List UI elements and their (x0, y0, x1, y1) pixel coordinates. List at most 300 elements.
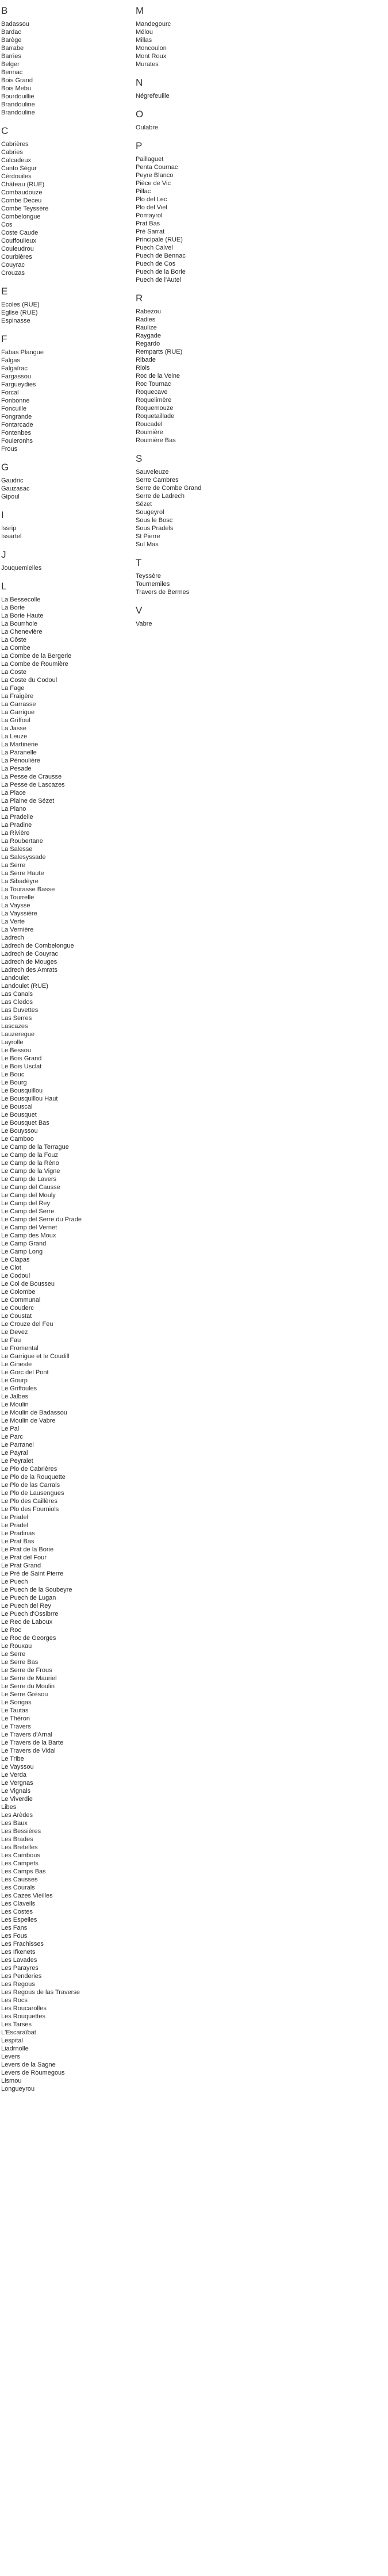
place-link[interactable]: Serre Cambres (136, 477, 179, 484)
place-link[interactable]: Le Camp de Lavers (1, 1176, 56, 1183)
place-link[interactable]: Plo del Lec (136, 196, 167, 203)
place-link[interactable]: Le Pradel (1, 1522, 29, 1529)
place-link[interactable]: Le Bessou (1, 1047, 31, 1054)
place-link[interactable]: Le Pradel (1, 1514, 29, 1521)
place-link[interactable]: Fargassou (1, 373, 31, 380)
place-link[interactable]: Le Songas (1, 1699, 32, 1706)
place-link[interactable]: Le Couderc (1, 1305, 34, 1312)
place-list (1, 596, 128, 2093)
place-link[interactable]: Barège (1, 37, 22, 44)
place-link[interactable]: Le Serre du Moulin (1, 1683, 55, 1690)
place-link[interactable]: Regardo (136, 340, 160, 347)
place-link[interactable]: Les Arèdes (1, 1812, 33, 1819)
place-link[interactable]: Landoulet (1, 975, 29, 982)
place-link[interactable]: La Griffoul (1, 717, 30, 724)
place-link[interactable]: Le Serre Grèsou (1, 1691, 48, 1698)
place-link[interactable]: Fontenbes (1, 430, 31, 436)
place-link[interactable]: Sul Mas (136, 541, 159, 548)
place-link[interactable]: Plo del Viel (136, 204, 167, 211)
place-link[interactable]: Cérdouiles (1, 173, 32, 180)
place-list (136, 620, 262, 628)
place-link[interactable]: La Pradine (1, 822, 32, 829)
place-link[interactable]: Moncoulon (136, 45, 167, 52)
place-link[interactable]: Remparts (RUE) (136, 348, 183, 355)
place-link[interactable]: La Combe (1, 645, 30, 651)
place-link[interactable]: La Plano (1, 806, 26, 812)
place-link[interactable]: La Pesse de Lascazes (1, 781, 65, 788)
place-link[interactable]: Le Plo des Caillères (1, 1498, 57, 1505)
place-link[interactable]: Mont Roux (136, 53, 167, 60)
place-link[interactable]: Fonbonne (1, 397, 30, 404)
place-link[interactable]: Lespital (1, 2037, 23, 2044)
place-list (136, 468, 262, 549)
place-link[interactable]: Le Bousquillou (1, 1087, 43, 1094)
place-link[interactable]: Espinasse (1, 317, 30, 324)
place-link[interactable]: Le Garrigue et le Coudill (1, 1353, 70, 1360)
place-link[interactable]: Les Parayres (1, 1965, 39, 1972)
place-link[interactable]: Combe Deceu (1, 197, 42, 204)
place-link[interactable]: Mélou (136, 29, 153, 36)
place-link[interactable]: Sous le Bosc (136, 517, 173, 524)
right-column (136, 5, 262, 636)
place-link[interactable]: Liadrnolle (1, 2045, 29, 2052)
place-link[interactable]: La Bessecolle (1, 596, 41, 603)
place-link[interactable]: La Salesyssade (1, 854, 46, 861)
place-link[interactable]: Le Tribe (1, 1755, 24, 1762)
place-link[interactable]: Les Courals (1, 1884, 35, 1891)
place-link[interactable]: Le Vignals (1, 1788, 31, 1795)
place-link[interactable]: Le Prat de la Borie (1, 1546, 54, 1553)
place-link[interactable]: Oulabre (136, 124, 159, 131)
place-link[interactable]: Roumière Bas (136, 437, 176, 444)
place-link[interactable]: Le Camp del Vernet (1, 1224, 57, 1231)
place-link[interactable]: Puech de Cos (136, 260, 176, 267)
place-link[interactable]: Le Travers de la Barte (1, 1739, 64, 1746)
place-link[interactable]: Le Vergnas (1, 1780, 33, 1787)
place-link[interactable]: Le Clapas (1, 1256, 30, 1263)
place-link[interactable]: Le Viverdie (1, 1796, 33, 1803)
place-link[interactable]: Eglise (RUE) (1, 309, 38, 316)
place-link[interactable]: Issrip (1, 525, 17, 532)
place-link[interactable]: Le Jalbes (1, 1393, 29, 1400)
place-link[interactable]: La Sibadèyre (1, 878, 39, 885)
place-link[interactable]: Ribade (136, 356, 156, 363)
place-link[interactable]: Ladrech de Combelongue (1, 942, 74, 949)
place-link[interactable]: Puech de la Borie (136, 269, 186, 275)
letter-heading: S (136, 453, 143, 464)
place-link[interactable]: Les Tarses (1, 2021, 32, 2028)
place-link[interactable]: Le Verda (1, 1772, 27, 1778)
place-link[interactable]: Canto Ségur (1, 165, 37, 172)
place-link[interactable]: Crouzas (1, 270, 25, 277)
place-link[interactable]: La Bourrhole (1, 620, 37, 627)
place-link[interactable]: Le Camp de la Réno (1, 1160, 59, 1167)
place-link[interactable]: Le Puech de la Soubeyre (1, 1586, 72, 1593)
place-link[interactable]: Le Camp del Rey (1, 1200, 50, 1207)
place-link[interactable]: Le Pal (1, 1425, 20, 1432)
place-link[interactable]: Las Duvettes (1, 1007, 39, 1014)
place-list (136, 92, 262, 100)
place-link[interactable]: Négrefeuille (136, 93, 170, 99)
place-link[interactable]: Jouquemielles (1, 565, 42, 572)
place-link[interactable]: Barrabe (1, 45, 24, 52)
place-link[interactable]: La Salesse (1, 846, 33, 853)
place-link[interactable]: Frous (1, 446, 18, 453)
place-link[interactable]: Le Roc de Georges (1, 1635, 56, 1642)
place-link[interactable]: Le Vayssou (1, 1764, 34, 1770)
place-link[interactable]: Les Costes (1, 1908, 33, 1915)
place-link[interactable]: Le Gineste (1, 1361, 32, 1368)
place-link[interactable]: Les Espeiles (1, 1916, 37, 1923)
place-link[interactable]: Les Claveils (1, 1900, 36, 1907)
place-link[interactable]: L'Escaraïbat (1, 2029, 36, 2036)
place-link[interactable]: Château (RUE) (1, 181, 45, 188)
place-link[interactable]: La Combe de la Bergerie (1, 653, 72, 660)
place-link[interactable]: La Côste (1, 637, 27, 643)
place-link[interactable]: Issartel (1, 533, 22, 540)
place-link[interactable]: Le Crouze del Feu (1, 1321, 53, 1328)
place-link[interactable]: Le Camp del Mouly (1, 1192, 56, 1199)
place-link[interactable]: La Pradelle (1, 814, 33, 821)
place-link[interactable]: Le Bousquillou Haut (1, 1095, 58, 1102)
place-link[interactable]: Libes (1, 1804, 17, 1811)
place-link[interactable]: Landoulet (RUE) (1, 983, 48, 990)
place-link[interactable]: Le Travers d'Arnal (1, 1731, 52, 1738)
place-link[interactable]: Falgas (1, 357, 21, 364)
place-link[interactable]: Riols (136, 365, 150, 371)
place-link[interactable]: Les Bretelles (1, 1844, 38, 1851)
place-link[interactable]: Le Communal (1, 1297, 41, 1304)
place-link[interactable]: Couyrac (1, 262, 25, 269)
place-link[interactable]: Cos (1, 221, 13, 228)
place-link[interactable]: La Coste du Codoul (1, 677, 57, 684)
place-link[interactable]: La Garrasse (1, 701, 36, 708)
place-link[interactable]: La Combe de Roumière (1, 661, 68, 668)
place-link[interactable]: Las Canals (1, 991, 33, 998)
place-link[interactable]: Les Cazes Vieilles (1, 1892, 53, 1899)
place-link[interactable]: Le Pré de Saint Pierre (1, 1570, 64, 1577)
place-link[interactable]: Le Serre de Mauriel (1, 1675, 57, 1682)
place-link[interactable]: Fabas Plangue (1, 349, 44, 356)
place-link[interactable]: Gaudric (1, 477, 24, 484)
place-link[interactable]: La Plaine de Sézet (1, 798, 55, 804)
place-link[interactable]: Pré Sarrat (136, 228, 165, 235)
place-link[interactable]: Le Moulin de Badassou (1, 1409, 67, 1416)
place-link[interactable]: Les Campets (1, 1860, 39, 1867)
place-link[interactable]: Ladrech des Amrats (1, 967, 57, 973)
place-link[interactable]: Roquelimère (136, 397, 172, 404)
place-link[interactable]: Les Brades (1, 1836, 33, 1843)
place-link[interactable]: La Serre Haute (1, 870, 44, 877)
place-link[interactable]: La Jasse (1, 725, 27, 732)
place-link[interactable]: St Pierre (136, 533, 160, 540)
place-link[interactable]: Le Coustat (1, 1313, 32, 1320)
place-link[interactable]: Forcal (1, 389, 19, 396)
place-link[interactable]: Paillaguet (136, 156, 164, 163)
place-link[interactable]: Le Serre (1, 1651, 26, 1658)
place-link[interactable]: Couffoulieux (1, 237, 36, 244)
place-link[interactable]: Levers de Roumegous (1, 2069, 65, 2076)
place-link[interactable]: Le Serre Bas (1, 1659, 39, 1666)
place-link[interactable]: Ladrech (1, 934, 24, 941)
place-link[interactable]: Les Rouquettes (1, 2013, 46, 2020)
place-link[interactable]: Penta Cournac (136, 164, 178, 171)
place-link[interactable]: Le Puech del Rey (1, 1603, 51, 1609)
place-link[interactable]: Sauveleuze (136, 469, 169, 476)
place-link[interactable]: Le Puech de Lugan (1, 1594, 56, 1601)
place-link[interactable]: Le Colombe (1, 1289, 36, 1295)
place-link[interactable]: La Fage (1, 685, 25, 692)
place-link[interactable]: La Roubertane (1, 838, 43, 845)
place-link[interactable]: Longueyrou (1, 2086, 35, 2092)
place-link[interactable]: Bois Grand (1, 77, 33, 84)
place-link[interactable]: Le Clot (1, 1264, 21, 1271)
place-link[interactable]: Le Théron (1, 1715, 30, 1722)
place-link[interactable]: Le Puech (1, 1578, 28, 1585)
place-link[interactable]: Le Camp de la Fouz (1, 1152, 59, 1159)
place-link[interactable]: Cabries (1, 149, 23, 156)
place-link[interactable]: Le Peyralet (1, 1458, 33, 1465)
place-link[interactable]: Le Prat Bas (1, 1538, 34, 1545)
place-link[interactable]: Les Roucarolles (1, 2005, 47, 2012)
place-link[interactable]: Le Camp del Serre du Prade (1, 1216, 82, 1223)
place-link[interactable]: Les Fous (1, 1933, 28, 1939)
place-link[interactable]: Le Devez (1, 1329, 28, 1336)
place-link[interactable]: Gipoul (1, 493, 20, 500)
place-link[interactable]: Le Camp del Causse (1, 1184, 60, 1191)
place-link[interactable]: Radies (136, 316, 156, 323)
place-link[interactable]: Le Plo des Fourniols (1, 1506, 59, 1513)
place-link[interactable]: Cabrières (1, 141, 29, 148)
section-t (136, 557, 262, 596)
place-link[interactable]: Raygade (136, 332, 162, 339)
place-link[interactable]: Les Camps Bas (1, 1868, 46, 1875)
place-link[interactable]: Teyssère (136, 573, 162, 580)
place-link[interactable]: La Paranelle (1, 749, 37, 756)
place-link[interactable]: Ladrech de Couyrac (1, 950, 59, 957)
place-link[interactable]: Le Rouxau (1, 1643, 32, 1650)
place-link[interactable]: Ladrech de Mouges (1, 959, 57, 965)
place-link[interactable]: Le Prat del Four (1, 1554, 47, 1561)
place-link[interactable]: Pomayrol (136, 212, 163, 219)
place-link[interactable]: Roc de la Veine (136, 373, 180, 379)
place-link[interactable]: Vabre (136, 620, 152, 627)
place-link[interactable]: La Chenevière (1, 628, 43, 635)
place-link[interactable]: Fongrande (1, 413, 32, 420)
place-link[interactable]: La Martinerie (1, 741, 39, 748)
place-link[interactable]: Puech de Bennac (136, 252, 186, 259)
place-link[interactable]: Le Bouc (1, 1071, 25, 1078)
place-link[interactable]: Le Parc (1, 1433, 23, 1440)
place-link[interactable]: Les Frachisses (1, 1941, 44, 1948)
place-link[interactable]: Le Bouscal (1, 1103, 33, 1110)
place-link[interactable]: Le Puech d'Ossibrre (1, 1611, 59, 1617)
place-link[interactable]: Lauzeregue (1, 1031, 35, 1038)
place-link[interactable]: Lascazes (1, 1023, 28, 1030)
place-link[interactable]: Brandouline (1, 109, 35, 116)
place-link[interactable]: Brandouline (1, 101, 35, 108)
place-link[interactable]: La Borie Haute (1, 612, 44, 619)
place-link[interactable]: Les Rocs (1, 1997, 28, 2004)
place-link[interactable]: Le Moulin (1, 1401, 29, 1408)
place-link[interactable]: Les Penderies (1, 1973, 42, 1980)
place-link[interactable]: Le Serre de Frous (1, 1667, 52, 1674)
place-link[interactable]: Le Bousquet (1, 1111, 37, 1118)
place-link[interactable]: La Borie (1, 604, 25, 611)
place-link[interactable]: Le Roc (1, 1627, 21, 1634)
place-link[interactable]: Le Bourg (1, 1079, 27, 1086)
place-link[interactable]: La Rivière (1, 830, 30, 837)
place-link[interactable]: La Vernière (1, 926, 34, 933)
place-link[interactable]: Combe Teyssère (1, 205, 49, 212)
place-link[interactable]: Le Bois Usclat (1, 1063, 42, 1070)
place-link[interactable]: Le Pradinas (1, 1530, 35, 1537)
place-link[interactable]: La Vaysse (1, 902, 30, 909)
place-link[interactable]: Bourdouillie (1, 93, 34, 100)
place-link[interactable]: Le Griffoules (1, 1385, 37, 1392)
place-link[interactable]: Pillac (136, 188, 151, 195)
place-link[interactable]: Le Travers (1, 1723, 31, 1730)
place-link[interactable]: La Pénoulière (1, 757, 40, 764)
place-link[interactable]: Combaudouze (1, 189, 43, 196)
place-link[interactable]: Roc Tournac (136, 381, 171, 388)
place-link[interactable]: Badassou (1, 21, 29, 28)
place-link[interactable]: La Pesse de Crausse (1, 773, 62, 780)
place-link[interactable]: Serre de Ladrech (136, 493, 185, 500)
place-link[interactable]: Le Camp de la Vigne (1, 1168, 60, 1175)
place-link[interactable]: Roquemouze (136, 405, 174, 412)
place-link[interactable]: Le Camp de la Terrague (1, 1144, 69, 1151)
place-link[interactable]: Levers (1, 2053, 21, 2060)
place-link[interactable]: Fargueydies (1, 381, 36, 388)
place-link[interactable]: Le Fromental (1, 1345, 39, 1352)
place-link[interactable]: Principale (RUE) (136, 236, 183, 243)
place-link[interactable]: La Tourasse Basse (1, 886, 55, 893)
place-link[interactable]: Les Regous de las Traverse (1, 1989, 80, 1996)
place-link[interactable]: Roquetaillade (136, 413, 175, 420)
place-link[interactable]: Le Camp Long (1, 1248, 43, 1255)
place-link[interactable]: Levers de la Sagne (1, 2061, 56, 2068)
place-link[interactable]: Le Parranel (1, 1442, 34, 1448)
place-link[interactable]: Peyre Blanco (136, 172, 174, 179)
place-link[interactable]: Foncuille (1, 405, 27, 412)
place-link[interactable]: La Tourrelle (1, 894, 34, 901)
place-link[interactable]: Belger (1, 61, 20, 68)
place-link[interactable]: Lismou (1, 2077, 22, 2084)
place-link[interactable]: Puech Calvel (136, 244, 173, 251)
place-link[interactable]: Layrolle (1, 1039, 24, 1046)
place-link[interactable]: Le Plo de las Carrals (1, 1482, 60, 1489)
place-link[interactable]: Le Codoul (1, 1272, 30, 1279)
place-link[interactable]: Gauzasac (1, 485, 30, 492)
place-link[interactable]: Tournemiles (136, 581, 170, 588)
place-link[interactable]: Les Ifkenets (1, 1949, 36, 1956)
place-link[interactable]: La Fraigère (1, 693, 34, 700)
place-link[interactable]: Le Plo de la Rouquette (1, 1474, 66, 1481)
place-link[interactable]: Raulize (136, 324, 157, 331)
place-link[interactable]: Coste Caude (1, 229, 39, 236)
place-link[interactable]: La Serre (1, 862, 26, 869)
place-link[interactable]: Murates (136, 61, 159, 68)
place-link[interactable]: Pièce de Vic (136, 180, 171, 187)
place-link[interactable]: Les Bessières (1, 1828, 41, 1835)
place-link[interactable]: Barries (1, 53, 21, 60)
place-link[interactable]: Puech de l'Autel (136, 277, 182, 283)
place-link[interactable]: Le Camp Grand (1, 1240, 47, 1247)
place-link[interactable]: Les Cambous (1, 1852, 40, 1859)
place-link[interactable]: La Place (1, 789, 26, 796)
place-link[interactable]: Las Cledos (1, 999, 33, 1006)
place-link[interactable]: Millas (136, 37, 152, 44)
place-link[interactable]: La Garrigue (1, 709, 35, 716)
place-link[interactable]: Combelongue (1, 213, 41, 220)
place-link[interactable]: Les Baux (1, 1820, 28, 1827)
place-link[interactable]: Le Plo de Cabrières (1, 1466, 57, 1473)
place-link[interactable]: Le Prat Grand (1, 1562, 41, 1569)
place-link[interactable]: Calcadeux (1, 157, 31, 164)
place-link[interactable]: Falgaïrac (1, 365, 28, 372)
place-link[interactable]: Le Col de Bousseu (1, 1281, 55, 1287)
place-link[interactable]: Le Camboo (1, 1136, 34, 1143)
place-link[interactable]: Sougeyrol (136, 509, 164, 516)
place-link[interactable]: Fouleronhs (1, 438, 33, 444)
place-link[interactable]: Courbières (1, 254, 32, 260)
place-link[interactable]: Le Gorc del Pont (1, 1369, 49, 1376)
place-link[interactable]: Le Fau (1, 1337, 21, 1344)
place-link[interactable]: Le Payral (1, 1450, 28, 1456)
place-link[interactable]: Bennac (1, 69, 23, 76)
place-link[interactable]: Sous Pradels (136, 525, 174, 532)
place-link[interactable]: Le Gourp (1, 1377, 28, 1384)
place-link[interactable]: Bois Mebu (1, 85, 31, 92)
place-link[interactable]: La Coste (1, 669, 27, 676)
place-link[interactable]: Les Lavades (1, 1957, 37, 1964)
place-link[interactable]: Les Regous (1, 1981, 35, 1988)
place-link[interactable]: Les Fans (1, 1925, 28, 1931)
place-link[interactable]: Le Moulin de Vabre (1, 1417, 56, 1424)
place-link[interactable]: Mandegourc (136, 21, 171, 28)
place-link[interactable]: Le Bouyssou (1, 1128, 38, 1134)
place-link[interactable]: Le Bousquet Bas (1, 1120, 49, 1126)
place-link[interactable]: Le Rec de Laboux (1, 1619, 53, 1626)
place-link[interactable]: Serre de Combe Grand (136, 485, 202, 492)
place-link[interactable]: Le Plo de Lausengues (1, 1490, 64, 1497)
place-link[interactable]: Rabezou (136, 308, 162, 315)
place-link[interactable]: Roucadel (136, 421, 163, 428)
place-link[interactable]: La Leuze (1, 733, 28, 740)
place-link[interactable]: Fontarcade (1, 421, 33, 428)
place-link[interactable]: Bardac (1, 29, 21, 36)
place-link[interactable]: Ecoles (RUE) (1, 301, 40, 308)
place-link[interactable]: La Pesade (1, 765, 32, 772)
place-link[interactable]: La Verte (1, 918, 25, 925)
place-link[interactable]: Le Camp des Moux (1, 1232, 56, 1239)
place-link[interactable]: Le Camp del Serre (1, 1208, 55, 1215)
place-link[interactable]: Las Serres (1, 1015, 32, 1022)
place-link[interactable]: Roumière (136, 429, 163, 436)
place-link[interactable]: Sézet (136, 501, 152, 508)
place-link[interactable]: Le Travers de Vidal (1, 1747, 56, 1754)
place-link[interactable]: Prat Bas (136, 220, 160, 227)
place-link[interactable]: La Vayssière (1, 910, 37, 917)
place-link[interactable]: Les Causses (1, 1876, 38, 1883)
place-link[interactable]: Couleudrou (1, 246, 34, 252)
place-link[interactable]: Travers de Bermes (136, 589, 190, 596)
place-link[interactable]: Le Tautas (1, 1707, 29, 1714)
section-n (136, 76, 262, 100)
place-link[interactable]: Le Bois Grand (1, 1055, 42, 1062)
place-link[interactable]: Roquecave (136, 389, 168, 396)
